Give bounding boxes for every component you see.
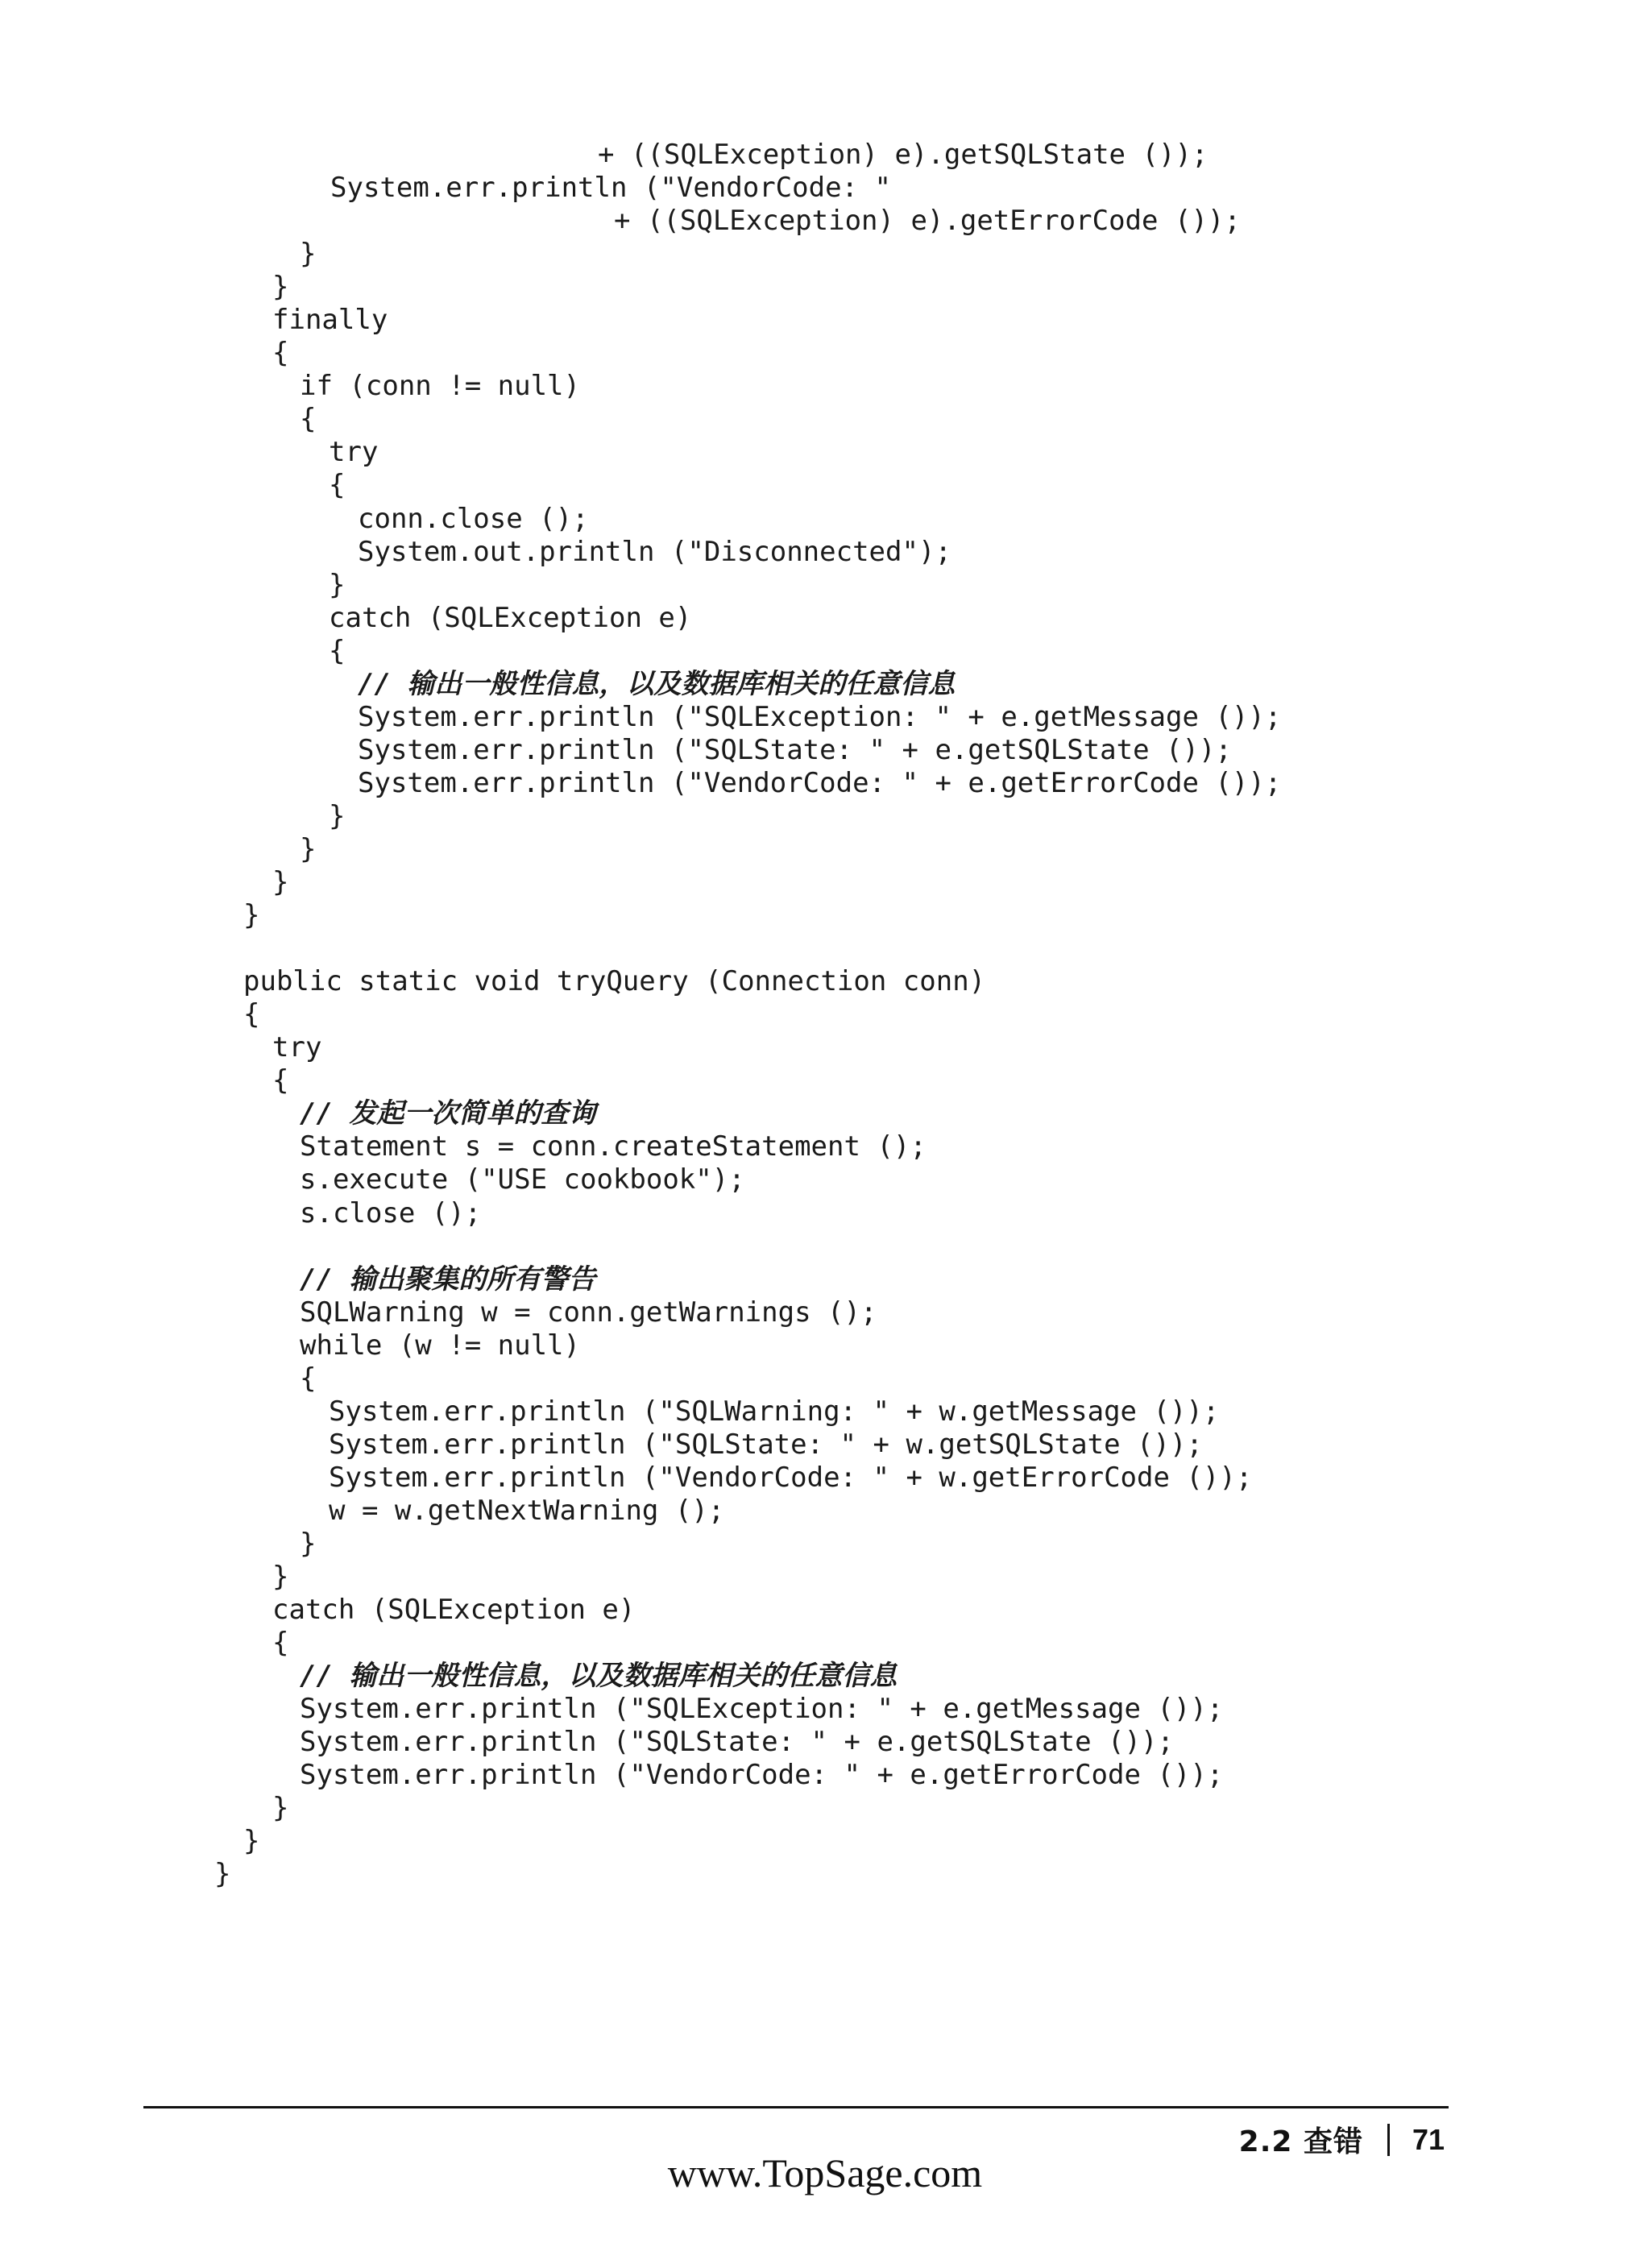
code-line: } xyxy=(300,238,317,271)
code-line: System.err.println ("SQLWarning: " + w.getMessage ()); xyxy=(329,1395,1220,1428)
code-line: catch (SQLException e) xyxy=(329,601,692,634)
code-line: } xyxy=(329,799,346,832)
code-line: { xyxy=(272,337,289,370)
code-line: } xyxy=(329,568,346,601)
code-line: System.out.println ("Disconnected"); xyxy=(358,535,951,568)
code-line: { xyxy=(272,1064,289,1097)
code-line: { xyxy=(300,1362,317,1395)
code-comment-line: // 发起一次简单的查询 xyxy=(300,1097,596,1130)
page-number: 71 xyxy=(1412,2122,1445,2156)
code-line: } xyxy=(300,1527,317,1560)
code-line: public static void tryQuery (Connection conn) xyxy=(243,965,986,998)
code-line: } xyxy=(243,899,260,932)
code-comment-line: // 输出一般性信息，以及数据库相关的任意信息 xyxy=(358,667,956,700)
code-line: finally xyxy=(272,304,388,337)
code-listing xyxy=(0,139,1281,1891)
code-line: System.err.println ("VendorCode: " + w.getErrorCode ()); xyxy=(329,1461,1253,1494)
code-line xyxy=(0,1230,1281,1263)
code-line: { xyxy=(272,1627,289,1660)
code-line: conn.close (); xyxy=(358,502,589,535)
code-line: s.execute ("USE cookbook"); xyxy=(300,1163,745,1196)
code-line: catch (SQLException e) xyxy=(272,1594,636,1627)
code-line xyxy=(0,932,1281,965)
footer-section-label: 2.2 查错 xyxy=(1238,2125,1363,2158)
site-url-watermark: www.TopSage.com xyxy=(667,2150,983,2195)
footer-rule xyxy=(143,2106,1449,2108)
code-line: { xyxy=(300,403,317,436)
code-line: System.err.println ("VendorCode: " + e.getErrorCode ()); xyxy=(300,1759,1224,1792)
code-line: } xyxy=(272,1561,289,1594)
code-line: { xyxy=(329,469,346,502)
code-line: System.err.println ("SQLException: " + e.getMessage ()); xyxy=(300,1693,1224,1726)
code-line: } xyxy=(272,1792,289,1825)
code-line: System.err.println ("VendorCode: " + e.getErrorCode ()); xyxy=(358,766,1282,799)
code-line: System.err.println ("SQLState: " + w.getSQLState ()); xyxy=(329,1428,1203,1461)
code-line: try xyxy=(329,436,379,469)
code-line: System.err.println ("SQLState: " + e.getSQLState ()); xyxy=(300,1726,1174,1759)
code-line: try xyxy=(272,1031,322,1064)
code-line: if (conn != null) xyxy=(300,370,580,403)
code-line: System.err.println ("SQLState: " + e.getSQLState ()); xyxy=(358,733,1232,766)
code-line: while (w != null) xyxy=(300,1329,580,1362)
code-comment-line: // 输出一般性信息，以及数据库相关的任意信息 xyxy=(300,1660,898,1693)
code-line: System.err.println ("SQLException: " + e.getMessage ()); xyxy=(358,700,1282,733)
code-line: s.close (); xyxy=(300,1196,482,1229)
code-line: w = w.getNextWarning (); xyxy=(329,1494,725,1527)
code-line: + ((SQLException) e).getErrorCode ()); xyxy=(614,205,1241,238)
code-line: } xyxy=(272,866,289,899)
code-line: } xyxy=(272,271,289,304)
code-comment-line: // 输出聚集的所有警告 xyxy=(300,1263,596,1296)
code-line: } xyxy=(214,1858,231,1891)
code-line: SQLWarning w = conn.getWarnings (); xyxy=(300,1296,877,1329)
code-line: Statement s = conn.createStatement (); xyxy=(300,1130,927,1163)
code-line: + ((SQLException) e).getSQLState ()); xyxy=(598,139,1208,171)
code-line: } xyxy=(300,832,317,865)
code-line: { xyxy=(329,634,346,667)
code-line: } xyxy=(243,1825,260,1858)
code-line: { xyxy=(243,998,260,1031)
code-line: System.err.println ("VendorCode: " xyxy=(330,172,891,205)
